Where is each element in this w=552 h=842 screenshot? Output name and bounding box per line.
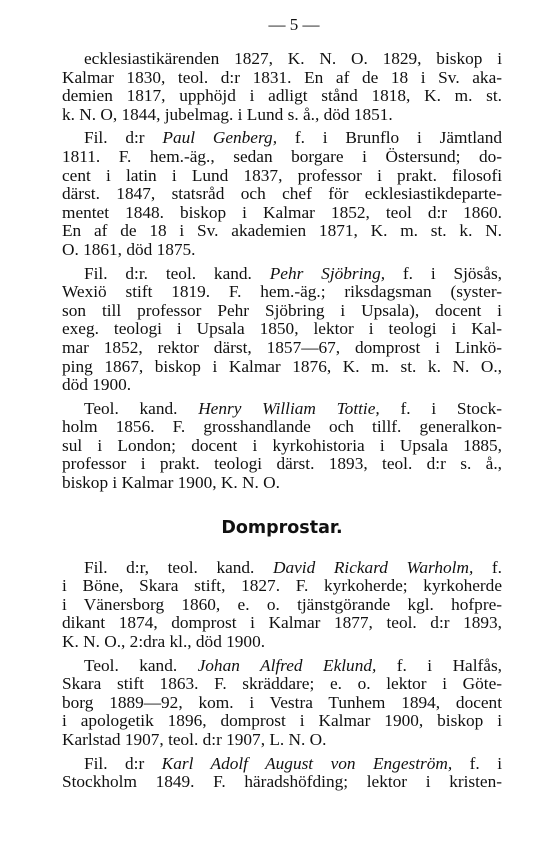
entry-text: k. N. O, 1844, jubelmag. i Lund s. å., död 1851. <box>62 104 393 124</box>
bishops-section <box>62 50 502 493</box>
entry-first-line <box>62 400 502 419</box>
entry-line <box>62 222 502 241</box>
entry-line <box>62 474 502 493</box>
entry-text: Karlstad 1907, teol. d:r 1907, L. N. O. <box>62 730 327 749</box>
entry-line <box>62 87 502 106</box>
biography-entry <box>62 400 502 493</box>
entry-text: f. i Stock- <box>379 398 502 418</box>
entry-line <box>62 376 502 395</box>
book-page <box>62 14 502 797</box>
entry-text: Fil. d:r, teol. kand. <box>84 557 273 577</box>
entry-line <box>62 148 502 167</box>
biography-entry <box>62 755 502 792</box>
entry-line <box>62 283 502 302</box>
entry-first-line <box>62 755 502 774</box>
entry-line <box>62 358 502 377</box>
entry-text: 1811. F. hem.-äg., sedan borgare i Östersund; do- <box>62 146 502 166</box>
entry-line <box>62 320 502 339</box>
entry-line <box>62 167 502 186</box>
entry-text: demien 1817, upphöjd i adligt stånd 1818, K. m. st. <box>62 86 502 106</box>
entry-text: dikant 1874, domprost i Kalmar 1877, teol. d:r 1893, <box>62 613 502 633</box>
entry-line <box>62 339 502 358</box>
entry-text: Fil. d:r <box>84 753 162 773</box>
entry-text: exeg. teologi i Upsala 1850, lektor i teologi i Kal- <box>62 319 502 339</box>
person-name: Pehr Sjöbring, <box>269 263 386 283</box>
biography-entry <box>62 265 502 395</box>
entry-text: i Vänersborg 1860, e. o. tjänstgörande kgl. hofpre- <box>62 594 502 614</box>
entry-text: biskop i Kalmar 1900, K. N. O. <box>62 473 280 493</box>
entry-line <box>62 204 502 223</box>
entry-text: därst. 1847, statsråd och chef för ecklesiastikdeparte- <box>62 184 502 204</box>
entry-text: i Böne, Skara stift, 1827. F. kyrkoherde; kyrkoherde <box>62 576 502 596</box>
entry-text: ping 1867, biskop i Kalmar 1876, K. m. st. k. N. O., <box>62 356 502 376</box>
entry-text: mar 1852, rektor därst, 1857—67, domprost i Linkö- <box>62 337 502 357</box>
entry-line <box>62 731 502 750</box>
entry-first-line <box>62 129 502 148</box>
entry-text: f. <box>473 557 502 577</box>
entry-line <box>62 633 502 652</box>
person-name: David Rickard Warholm, <box>273 557 474 577</box>
entry-text: mentet 1848. biskop i Kalmar 1852, teol d:r 1860. <box>62 202 502 222</box>
entry-line <box>62 577 502 596</box>
entry-text: Stockholm 1849. F. häradshöfding; lektor i kristen- <box>62 772 502 792</box>
entry-first-line <box>62 265 502 284</box>
entry-text: professor i prakt. teologi därst. 1893, teol. d:r s. å., <box>62 454 502 474</box>
entry-text: Kalmar 1830, teol. d:r 1831. En af de 18 i Sv. aka- <box>62 67 502 87</box>
biography-entry <box>62 50 502 124</box>
entry-line <box>62 106 502 125</box>
entry-line <box>62 241 502 260</box>
entry-line <box>62 773 502 792</box>
entry-text: ecklesiastikärenden 1827, K. N. O. 1829, biskop i <box>84 49 502 68</box>
entry-text: Wexiö stift 1819. F. hem.-äg.; riksdagsman (syster- <box>62 282 502 302</box>
entry-line <box>62 694 502 713</box>
biography-entry <box>62 657 502 750</box>
entry-text: död 1900. <box>62 375 132 395</box>
entry-text: f. i Halfås, <box>376 655 502 675</box>
person-name: Karl Adolf August von Engeström, <box>161 753 453 773</box>
entry-text: sul i London; docent i kyrkohistoria i Upsala 1885, <box>62 435 502 455</box>
entry-line <box>62 675 502 694</box>
entry-first-line <box>62 559 502 578</box>
entry-text: f. i <box>452 753 503 773</box>
entry-text: f. i Brunflo i Jämtland <box>277 128 503 148</box>
entry-text: Fil. d:r <box>84 128 163 148</box>
person-name: Henry William Tottie, <box>198 398 380 418</box>
entry-text: Fil. d:r. teol. kand. <box>84 263 270 283</box>
entry-text: En af de 18 i Sv. akademien 1871, K. m. st. k. N. <box>62 221 502 241</box>
entry-text: holm 1856. F. grosshandlande och tillf. generalkon- <box>62 417 502 437</box>
entry-text: K. N. O., 2:dra kl., död 1900. <box>62 632 266 652</box>
entry-text: cent i latin i Lund 1837, professor i prakt. filosofi <box>62 165 502 185</box>
biography-entry <box>62 129 502 259</box>
entry-text: i apologetik 1896, domprost i Kalmar 1900, biskop i <box>62 711 502 731</box>
entry-line <box>62 614 502 633</box>
entry-line <box>62 185 502 204</box>
entry-line <box>62 302 502 321</box>
entry-line <box>62 596 502 615</box>
person-name: Johan Alfred Eklund, <box>197 655 377 675</box>
entry-first-line <box>62 657 502 676</box>
biography-entry <box>62 559 502 652</box>
person-name: Paul Genberg, <box>162 128 278 148</box>
entry-text: Skara stift 1863. F. skräddare; e. o. lektor i Göte- <box>62 674 502 694</box>
entry-line <box>62 437 502 456</box>
entry-text: borg 1889—92, kom. i Vestra Tunhem 1894, docent <box>62 692 502 712</box>
section-heading: Domprostar. <box>221 517 343 538</box>
entry-first-line <box>62 50 502 69</box>
entry-text: Teol. kand. <box>84 398 199 418</box>
entry-text: Teol. kand. <box>84 655 198 675</box>
entry-line <box>62 418 502 437</box>
entry-line <box>62 712 502 731</box>
entry-text: O. 1861, död 1875. <box>62 239 196 259</box>
entry-line <box>62 455 502 474</box>
entry-text: f. i Sjösås, <box>385 263 502 283</box>
page-number: — 5 — <box>268 15 320 34</box>
entry-line <box>62 69 502 88</box>
deans-section <box>62 559 502 792</box>
entry-text: son till professor Pehr Sjöbring i Upsala), docent i <box>62 300 502 320</box>
